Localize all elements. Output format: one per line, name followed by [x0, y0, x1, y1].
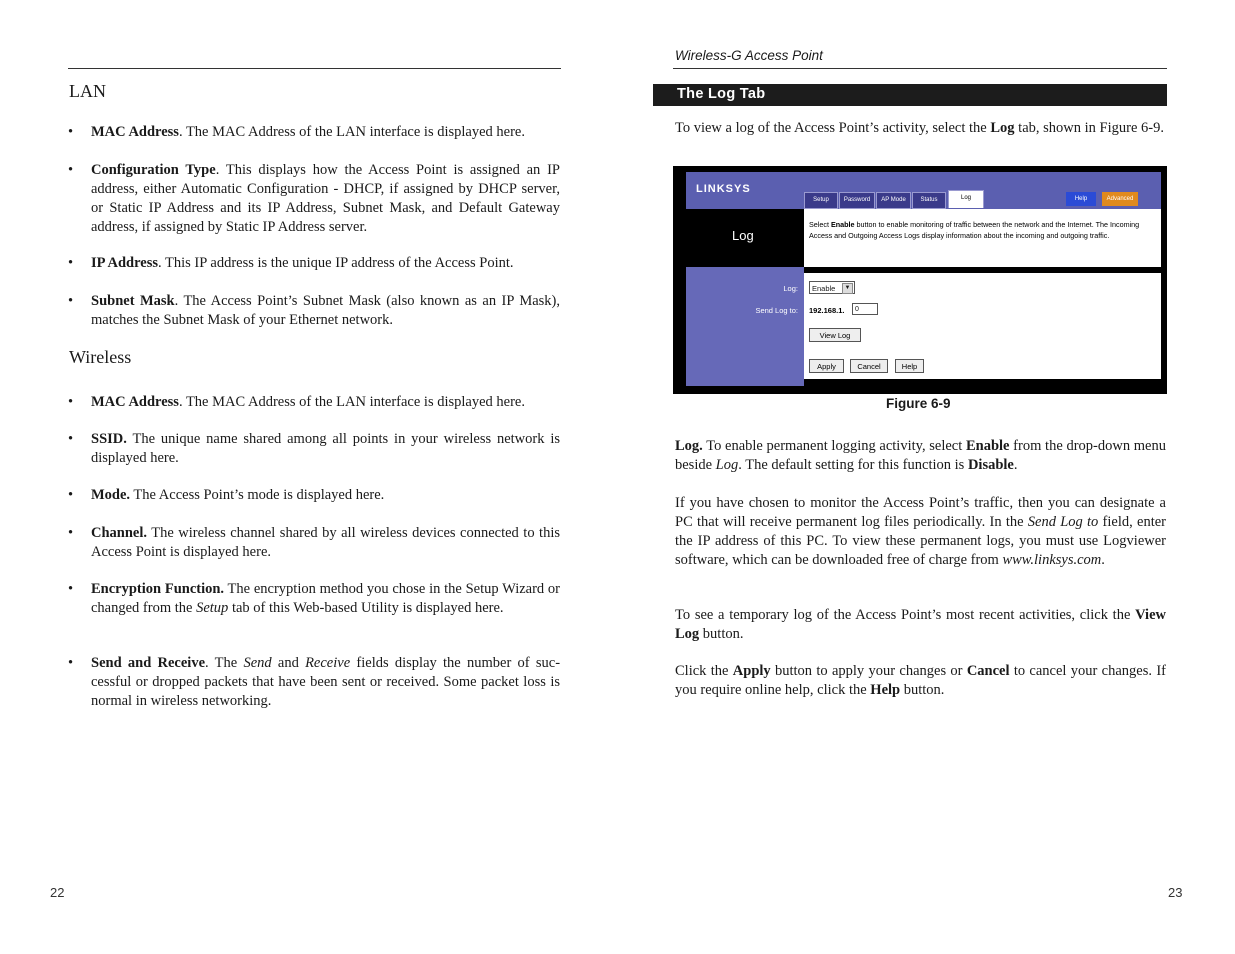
separator — [804, 267, 1161, 273]
log-label: Log: — [783, 284, 798, 293]
bullet-icon: • — [68, 255, 74, 271]
list-item: • MAC Address. The MAC Address of the LAN interface is displayed here. — [68, 124, 525, 140]
bullet-icon: • — [68, 124, 74, 140]
tab-setup[interactable]: Setup — [804, 192, 838, 209]
list-item: • Encryption Function. The encryption method you chose in the Setup Wizard or changed from the Setup tab of this Web-based Utility is displayed here. — [68, 581, 561, 616]
tab-advanced[interactable]: Advanced — [1102, 192, 1138, 206]
cancel-button[interactable]: Cancel — [850, 359, 888, 373]
bullet-icon: • — [68, 293, 74, 309]
view-log-button[interactable]: View Log — [809, 328, 861, 342]
page-number-left: 22 — [50, 885, 65, 900]
tab-help[interactable]: Help — [1066, 192, 1096, 206]
lan-heading: LAN — [69, 81, 106, 101]
description-text: Select Enable button to enable monitoring of traffic between the network and the Internet. The Incoming Access and Outgoing Access Logs display information about the incoming and outgoing traffic. — [809, 220, 1140, 240]
list-item: • Mode. The Access Point’s mode is displayed here. — [68, 487, 385, 503]
section-title: The Log Tab — [677, 86, 766, 102]
chevron-down-icon: ▼ — [842, 283, 853, 294]
log-select[interactable]: Enable ▼ — [809, 281, 855, 294]
apply-button[interactable]: Apply — [809, 359, 844, 373]
bullet-icon: • — [68, 431, 74, 447]
paragraph-log: Log. To enable permanent logging activity, select Enable from the drop-down menu beside Log. The default setting for this function is Disable. — [675, 438, 1166, 473]
linksys-logo: LINKSYS — [696, 183, 751, 195]
bullet-icon: • — [68, 162, 74, 178]
list-item: • SSID. The unique name shared among all points in your wireless network is displayed here. — [68, 431, 560, 466]
list-item: • Send and Receive. The Send and Receive fields display the number of suc-cessful or dropped packets that have been sent or received. Some packet loss is normal in wireless networking. — [68, 655, 561, 709]
bullet-icon: • — [68, 581, 74, 597]
paragraph-view-log: To see a temporary log of the Access Point’s most recent activities, click the View Log button. — [675, 607, 1166, 642]
tab-password[interactable]: Password — [839, 192, 875, 209]
bullet-icon: • — [68, 394, 74, 410]
right-top-rule — [673, 68, 1167, 69]
list-item: • MAC Address. The MAC Address of the LAN interface is displayed here. — [68, 394, 525, 410]
ip-prefix: 192.168.1. — [809, 306, 845, 315]
figure-screenshot — [673, 166, 1167, 394]
send-log-label: Send Log to: — [755, 306, 798, 315]
tab-log[interactable]: Log — [948, 190, 984, 208]
footer-bar — [804, 379, 1161, 386]
intro-paragraph: To view a log of the Access Point’s activity, select the Log tab, shown in Figure 6-9. — [675, 120, 1164, 136]
list-item: • Channel. The wireless channel shared by all wireless devices connected to this Access Point is displayed here. — [68, 525, 560, 560]
list-item: • Configuration Type. This displays how the Access Point is assigned an IP address, either Automatic Configuration - DHCP, if assigned by DHCP server, or Static IP Address and its IP Address, Subnet Mask, and Default Gateway address, if assigned by Static IP Address server. — [68, 162, 560, 235]
banner — [686, 172, 1161, 209]
running-header: Wireless-G Access Point — [675, 48, 823, 63]
tab-ap-mode[interactable]: AP Mode — [876, 192, 911, 209]
help-button[interactable]: Help — [895, 359, 924, 373]
left-top-rule — [68, 68, 561, 69]
bullet-icon: • — [68, 487, 74, 503]
section-title-bar — [653, 84, 1167, 106]
figure-caption: Figure 6-9 — [886, 396, 951, 411]
bullet-icon: • — [68, 525, 74, 541]
bullet-icon: • — [68, 655, 74, 671]
list-item: • IP Address. This IP address is the unique IP address of the Access Point. — [68, 255, 514, 271]
side-title: Log — [732, 228, 754, 243]
wireless-heading: Wireless — [69, 347, 132, 367]
list-item: • Subnet Mask. The Access Point’s Subnet Mask (also known as an IP Mask), matches the Subnet Mask of your Ethernet network. — [68, 293, 560, 328]
paragraph-apply: Click the Apply button to apply your changes or Cancel to cancel your changes. If you require online help, click the Help button. — [675, 663, 1166, 698]
paragraph-send-log: If you have chosen to monitor the Access Point’s traffic, then you can designate a PC that will receive permanent log files periodically. In the Send Log to field, enter the IP address of this PC. To view these permanent logs, you must use Logviewer software, which can be downloaded free of charge from www.linksys.com. — [675, 495, 1166, 568]
tab-status[interactable]: Status — [912, 192, 946, 209]
ip-input[interactable]: 0 — [852, 303, 878, 315]
page-number-right: 23 — [1168, 885, 1183, 900]
